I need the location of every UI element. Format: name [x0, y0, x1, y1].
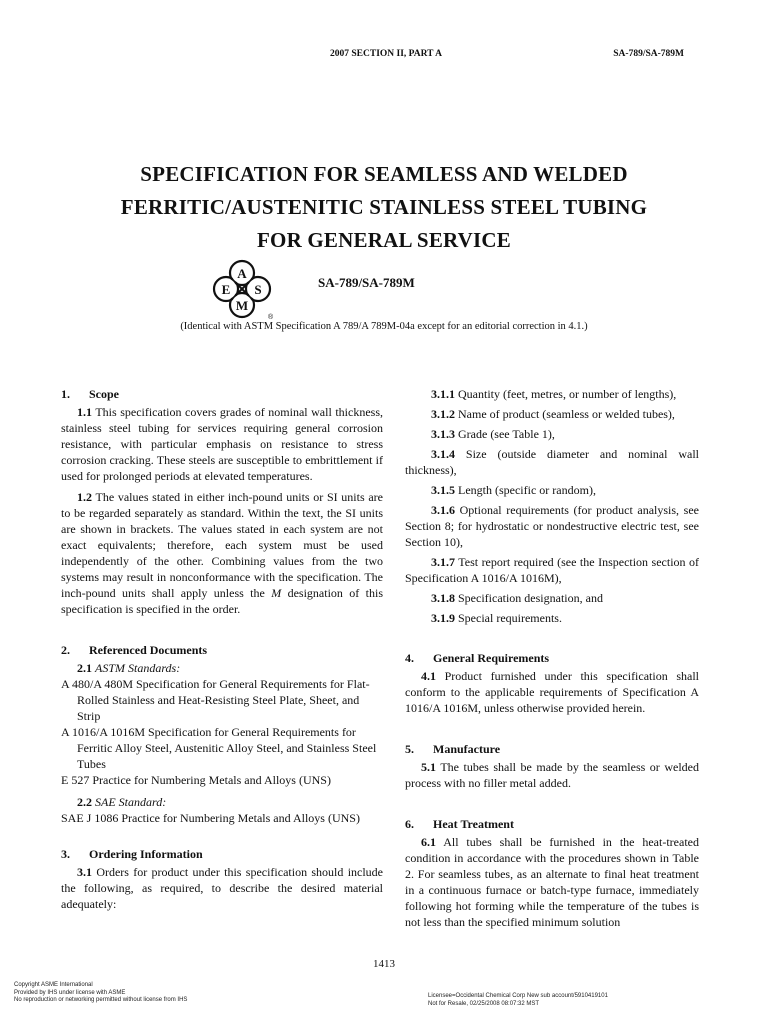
reference-item: A 480/A 480M Specification for General Requirements for Flat-Rolled Stainless and Heat-Resisting Steel Plate, Sheet, and Strip [61, 677, 370, 723]
section-title: Heat Treatment [433, 817, 514, 831]
logo-letter: M [235, 298, 249, 313]
page-title [0, 158, 768, 257]
section-title: Ordering Information [89, 847, 203, 861]
list-item [405, 502, 699, 550]
left-column [61, 386, 383, 917]
reference-item: E 527 Practice for Numbering Metals and Alloys (UNS) [61, 773, 331, 787]
running-head [0, 49, 768, 65]
paragraph-number: 2.1 [77, 661, 92, 675]
right-column [405, 386, 699, 935]
subsection-heading [61, 660, 383, 676]
logo-letter: A [237, 266, 247, 281]
footer-line: Copyright ASME International [14, 982, 93, 988]
section-number: 1. [61, 387, 70, 401]
running-head-center: 2007 SECTION II, PART A [330, 49, 443, 59]
title-line: SPECIFICATION FOR SEAMLESS AND WELDED [140, 162, 628, 186]
paragraph [61, 864, 383, 912]
paragraph-text: Product furnished under this specification shall conform to the applicable requirements of Specification A 1016/A 1016M, unless otherwise provided herein. [405, 669, 699, 715]
item-number: 3.1.9 [431, 611, 455, 625]
paragraph [61, 489, 383, 617]
subsection-title: SAE Standard: [95, 795, 167, 809]
item-text: Specification designation, and [458, 591, 603, 605]
license-footer [428, 993, 608, 1008]
section-title: General Requirements [433, 651, 550, 665]
section-number: 6. [405, 817, 414, 831]
identical-note: (Identical with ASTM Specification A 789/A 789M-04a except for an editorial correction in 4.1.) [180, 321, 588, 332]
paragraph [405, 834, 699, 930]
item-number: 3.1.8 [431, 591, 455, 605]
paragraph-number: 4.1 [421, 669, 436, 683]
paragraph-number: 6.1 [421, 835, 436, 849]
paragraph-text: This specification covers grades of nominal wall thickness, stainless steel tubing for services requiring general corrosion resistance, with particular emphasis on resistance to stress corrosion cracking. These steels are susceptible to embrittlement if used for prolonged periods at elevated temperatures. [61, 405, 383, 483]
section-heading [61, 642, 383, 658]
list-item [405, 482, 699, 498]
paragraph-text: The values stated in either inch-pound units or SI units are to be regarded separately as standard. Within the text, the SI units are shown in brackets. The values stated in each system are not exact equivalents; therefore, each system must be used independently of the other. Combining values from the two systems may result in nonconformance with the specification. The inch-pound units shall apply unless the [61, 490, 383, 600]
item-text: Quantity (feet, metres, or number of lengths), [458, 387, 677, 401]
paragraph [61, 404, 383, 484]
designation: SA-789/SA-789M [318, 275, 415, 290]
paragraph-number: 2.2 [77, 795, 92, 809]
running-head-right: SA-789/SA-789M [613, 49, 684, 59]
paragraph-number: 1.1 [77, 405, 92, 419]
paragraph [405, 759, 699, 791]
reference-item: A 1016/A 1016M Specification for General Requirements for Ferritic Alloy Steel, Austenitic Alloy Steel, and Stainless Steel Tubes [61, 725, 377, 771]
copyright-footer [14, 982, 187, 1005]
footer-line: Licensee=Occidental Chemical Corp New sub account/5910419101 [428, 993, 608, 999]
item-text: Optional requirements (for product analysis, see Section 8; for hydrostatic or nondestructive electric test, see Section 10), [405, 503, 700, 549]
subsection-heading [61, 794, 383, 810]
item-text: Length (specific or random), [458, 483, 596, 497]
item-number: 3.1.2 [431, 407, 455, 421]
paragraph-text: designation of this specification is specified in the order. [61, 586, 383, 616]
item-number: 3.1.4 [431, 447, 455, 461]
title-line: FOR GENERAL SERVICE [257, 228, 511, 252]
item-text: Test report required (see the Inspection section of Specification A 1016/A 1016M), [405, 555, 699, 585]
list-item [405, 446, 699, 478]
section-title: Referenced Documents [89, 643, 208, 657]
section-heading [405, 816, 699, 832]
item-number: 3.1.6 [431, 503, 455, 517]
section-number: 4. [405, 651, 414, 665]
footer-line: Not for Resale, 02/25/2008 08:07:32 MST [428, 1000, 540, 1007]
paragraph [405, 668, 699, 716]
logo-letter: E [221, 282, 231, 297]
section-number: 3. [61, 847, 70, 861]
section-number: 5. [405, 742, 414, 756]
paragraph-text: M [271, 586, 282, 600]
item-number: 3.1.3 [431, 427, 455, 441]
list-item [405, 426, 699, 442]
paragraph-text: Orders for product under this specification should include the following, as required, to describe the desired material adequately: [61, 865, 384, 911]
logo-letter: S [254, 282, 262, 297]
section-title: Scope [89, 387, 119, 401]
item-text: Grade (see Table 1), [458, 427, 555, 441]
paragraph-number: 1.2 [77, 490, 92, 504]
subsection-title: ASTM Standards: [95, 661, 181, 675]
section-title: Manufacture [433, 742, 501, 756]
footer-line: Provided by IHS under license with ASME [14, 989, 126, 996]
reference-item: SAE J 1086 Practice for Numbering Metals and Alloys (UNS) [61, 811, 360, 825]
section-heading [405, 741, 699, 757]
list-item [405, 610, 699, 626]
item-text: Size (outside diameter and nominal wall thickness), [405, 447, 699, 477]
section-heading [61, 386, 383, 402]
paragraph-text: The tubes shall be made by the seamless or welded process with no filler metal added. [405, 760, 699, 790]
registered-mark: ® [268, 314, 274, 321]
list-item [405, 590, 699, 606]
asme-logo-icon [210, 257, 274, 321]
item-number: 3.1.5 [431, 483, 455, 497]
item-number: 3.1.1 [431, 387, 455, 401]
page-number: 1413 [373, 958, 395, 970]
section-heading [405, 650, 699, 666]
paragraph-text: All tubes shall be furnished in the heat-treated condition in accordance with the procedures shown in Table 2. For seamless tubes, as an alternate to final heat treatment in a continuous furnace or batch-type furnace, immediately following hot forming while the temperature of the tubes is not less than the specified minimum solution [405, 835, 699, 929]
section-heading [61, 846, 383, 862]
list-item [405, 386, 699, 402]
item-text: Special requirements. [458, 611, 562, 625]
paragraph-number: 5.1 [421, 760, 436, 774]
footer-line: No reproduction or networking permitted without license from IHS [14, 997, 188, 1003]
paragraph-number: 3.1 [77, 865, 92, 879]
list-item [405, 406, 699, 422]
item-number: 3.1.7 [431, 555, 455, 569]
item-text: Name of product (seamless or welded tubes), [458, 407, 675, 421]
title-line: FERRITIC/AUSTENITIC STAINLESS STEEL TUBING [120, 195, 648, 219]
list-item [405, 554, 699, 586]
section-number: 2. [61, 643, 70, 657]
